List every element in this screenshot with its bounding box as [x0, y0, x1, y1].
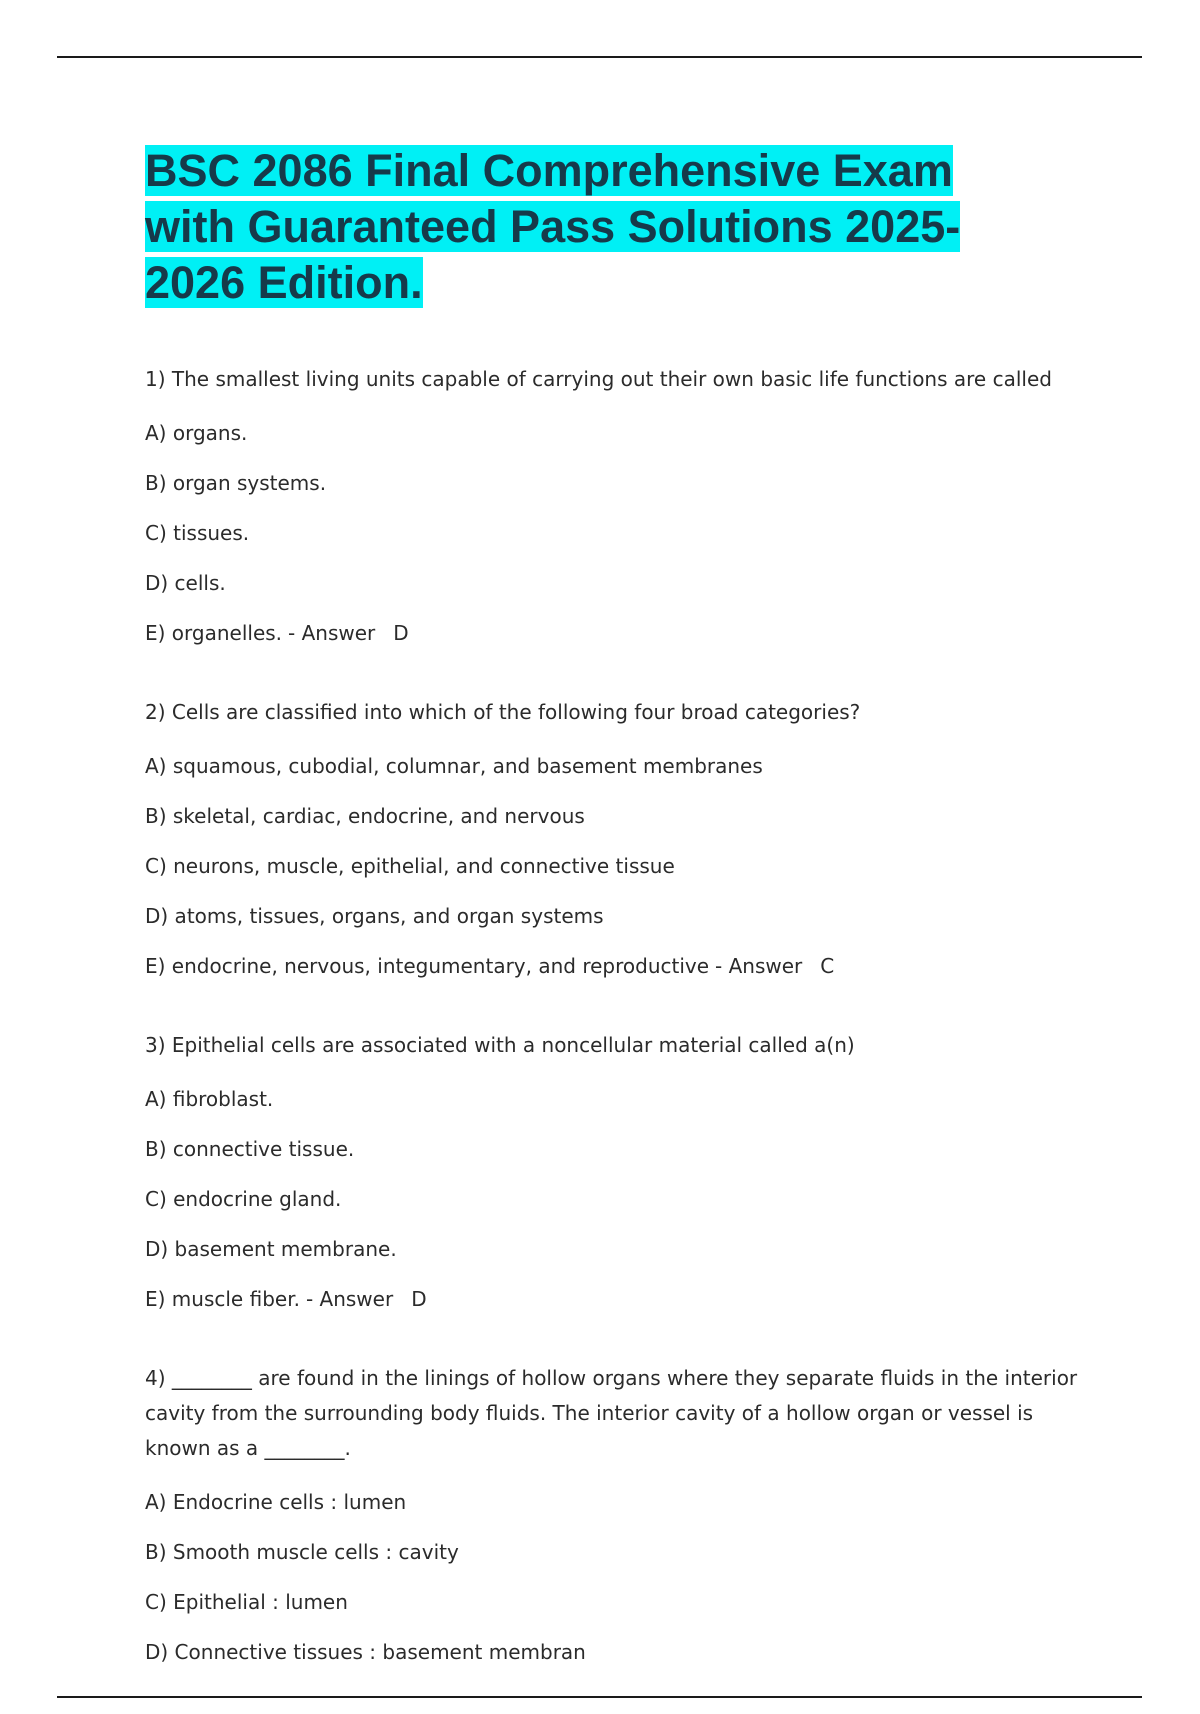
option-d: D) atoms, tissues, organs, and organ systems	[145, 904, 604, 928]
option-b: B) Smooth muscle cells : cavity	[145, 1540, 459, 1564]
title-highlight: BSC 2086 Final Comprehensive Exam with Guaranteed Pass Solutions 2025-2026 Edition.	[145, 145, 961, 308]
option-e-with-answer	[145, 620, 1085, 647]
option-e: E) organelles.	[145, 621, 283, 645]
option-e-with-answer	[145, 1286, 1085, 1313]
option-e-with-answer	[145, 953, 1085, 980]
option-b: B) organ systems.	[145, 471, 327, 495]
question-list	[145, 362, 1085, 1714]
answer-key: C	[820, 954, 835, 978]
question-1	[145, 362, 1085, 647]
option-e: E) endocrine, nervous, integumentary, and reproductive	[145, 954, 710, 978]
option-c: C) endocrine gland.	[145, 1187, 342, 1211]
option-a: A) squamous, cubodial, columnar, and basement membranes	[145, 754, 763, 778]
question-text: 4) ________ are found in the linings of hollow organs where they separate fluids in the interior cavity from the surrounding body fluids. The interior cavity of a hollow organ or vessel is known as a ________.	[145, 1366, 1078, 1460]
answer-label: - Answer	[715, 954, 803, 978]
answer-key: D	[393, 621, 409, 645]
option-c: C) tissues.	[145, 521, 250, 545]
question-text: 2) Cells are classified into which of the following four broad categories?	[145, 700, 861, 724]
option-a: A) organs.	[145, 421, 248, 445]
answer-label: - Answer	[288, 621, 376, 645]
option-b: B) connective tissue.	[145, 1137, 355, 1161]
document-title	[145, 143, 1045, 311]
bottom-rule	[57, 1696, 1142, 1698]
option-d: D) basement membrane.	[145, 1237, 397, 1261]
option-e: E) muscle fiber.	[145, 1287, 300, 1311]
answer-key: D	[411, 1287, 427, 1311]
option-c: C) Epithelial : lumen	[145, 1590, 348, 1614]
question-2	[145, 695, 1085, 980]
option-d: D) cells.	[145, 571, 226, 595]
option-a: A) fibroblast.	[145, 1087, 274, 1111]
question-text: 1) The smallest living units capable of carrying out their own basic life functions are called	[145, 367, 1052, 391]
option-a: A) Endocrine cells : lumen	[145, 1490, 407, 1514]
option-d: D) Connective tissues : basement membran	[145, 1640, 586, 1664]
option-c: C) neurons, muscle, epithelial, and connective tissue	[145, 854, 675, 878]
top-rule	[57, 56, 1142, 58]
question-3	[145, 1028, 1085, 1313]
question-4	[145, 1361, 1085, 1666]
answer-label: - Answer	[305, 1287, 394, 1311]
option-b: B) skeletal, cardiac, endocrine, and nervous	[145, 804, 585, 828]
question-text: 3) Epithelial cells are associated with a noncellular material called a(n)	[145, 1033, 855, 1057]
